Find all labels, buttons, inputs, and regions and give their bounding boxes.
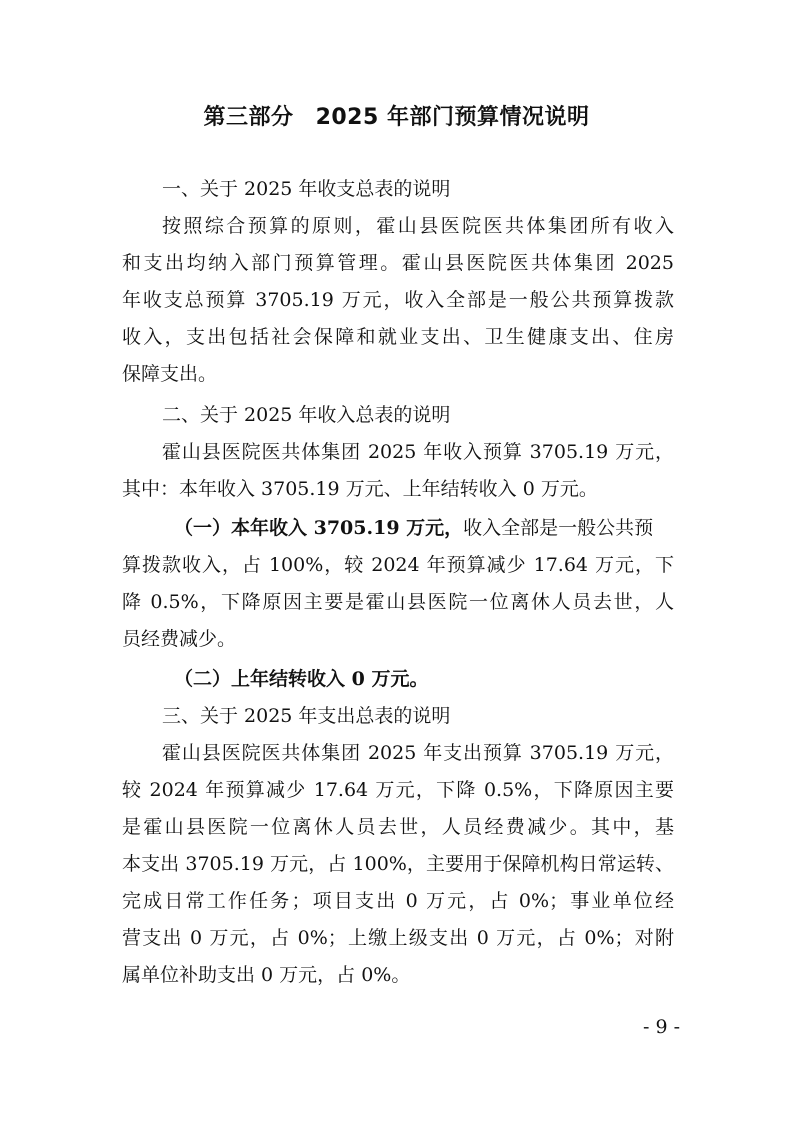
paragraph-line: 霍山县医院医共体集团 2025 年收入预算 3705.19 万元， [162, 441, 674, 463]
paragraph-line: 算拨款收入，占 100%，较 2024 年预算减少 17.64 万元，下 [122, 554, 674, 576]
subsection-heading-1: （一）本年收入 3705.19 万元， [174, 517, 464, 539]
paragraph-line: 员经费减少。 [122, 628, 237, 650]
paragraph-line: 属单位补助支出 0 万元，占 0%。 [122, 964, 411, 986]
section-2 [122, 397, 674, 508]
subsection-2 [122, 661, 674, 698]
title-text: 2025 年部门预算情况说明 [315, 105, 590, 130]
section-1 [122, 171, 674, 393]
paragraph-line: 营支出 0 万元，占 0%；上缴上级支出 0 万元，占 0%；对附 [122, 927, 674, 949]
paragraph-text: 收入全部是一般公共预 [463, 517, 654, 539]
page-number: - 9 - [642, 1016, 680, 1038]
paragraph-line: 和支出均纳入部门预算管理。霍山县医院医共体集团 2025 [122, 252, 674, 274]
paragraph-line: 霍山县医院医共体集团 2025 年支出预算 3705.19 万元， [162, 742, 674, 764]
paragraph-line: 保障支出。 [122, 363, 218, 385]
paragraph-line: 降 0.5%，下降原因主要是霍山县医院一位离休人员去世，人 [122, 591, 674, 613]
subsection-1 [122, 510, 674, 658]
section-3 [122, 698, 674, 994]
paragraph-line: 年收支总预算 3705.19 万元，收入全部是一般公共预算拨款 [122, 289, 674, 311]
title-part: 第三部分 [203, 105, 294, 130]
paragraph-line: 较 2024 年预算减少 17.64 万元，下降 0.5%，下降原因主要 [122, 779, 674, 801]
paragraph-line [122, 510, 674, 547]
paragraph-line: 收入，支出包括社会保障和就业支出、卫生健康支出、住房 [122, 326, 674, 348]
subsection-heading-2: （二）上年结转收入 0 万元。 [174, 668, 429, 690]
section-heading-3: 三、关于 2025 年支出总表的说明 [162, 705, 451, 727]
paragraph-line: 是霍山县医院一位离休人员去世，人员经费减少。其中，基 [122, 816, 674, 838]
paragraph-line: 按照综合预算的原则，霍山县医院医共体集团所有收入 [162, 215, 674, 237]
section-heading-1: 一、关于 2025 年收支总表的说明 [162, 178, 451, 200]
paragraph-line: 完成日常工作任务；项目支出 0 万元，占 0%；事业单位经 [122, 890, 674, 912]
paragraph-line: 本支出 3705.19 万元，占 100%，主要用于保障机构日常运转、 [122, 853, 674, 875]
page-title [120, 98, 673, 138]
section-heading-2: 二、关于 2025 年收入总表的说明 [162, 404, 451, 426]
paragraph-line: 其中：本年收入 3705.19 万元、上年结转收入 0 万元。 [122, 478, 598, 500]
